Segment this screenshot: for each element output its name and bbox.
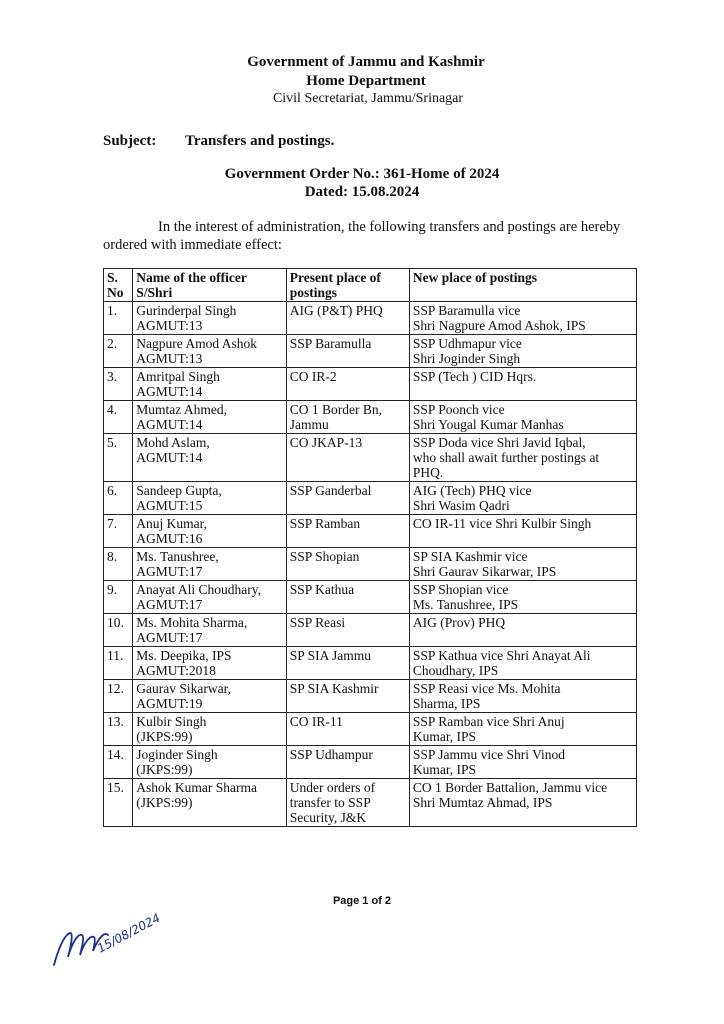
cell-new-posting-line: Shri Mumtaz Ahmad, IPS: [412, 795, 553, 810]
cell-officer-line: AGMUT:15: [136, 498, 203, 513]
cell-present-posting-line: SSP Kathua: [289, 582, 355, 597]
cell-sno-line: 8.: [107, 549, 118, 564]
cell-new-posting: [409, 335, 636, 368]
table-row: [104, 515, 637, 548]
cell-sno-line: 13.: [107, 714, 124, 729]
cell-officer-line: AGMUT:14: [136, 384, 203, 399]
cell-sno: [104, 482, 133, 515]
cell-present-posting: [286, 614, 409, 647]
cell-sno: [104, 335, 133, 368]
cell-present-posting: [286, 401, 409, 434]
table-row: [104, 713, 637, 746]
cell-present-posting: [286, 581, 409, 614]
cell-officer-line: Anuj Kumar,: [136, 516, 207, 531]
header-present-line2: postings: [289, 285, 337, 300]
cell-officer-line: Gaurav Sikarwar,: [136, 681, 231, 696]
header-sno: [104, 269, 133, 302]
cell-officer-line: AGMUT:13: [136, 318, 203, 333]
table-row: [104, 482, 637, 515]
cell-officer-line: AGMUT:2018: [136, 663, 216, 678]
cell-officer-line: Anayat Ali Choudhary,: [136, 582, 261, 597]
cell-sno-line: 12.: [107, 681, 124, 696]
cell-officer-line: Ms. Mohita Sharma,: [136, 615, 248, 630]
cell-present-posting-line: SSP Ramban: [289, 516, 361, 531]
header-sno-line2: No: [107, 285, 124, 300]
cell-sno-line: 7.: [107, 516, 118, 531]
cell-new-posting: [409, 401, 636, 434]
cell-new-posting-line: Shri Yougal Kumar Manhas: [412, 417, 564, 432]
cell-new-posting: [409, 581, 636, 614]
cell-present-posting-line: SSP Udhampur: [289, 747, 373, 762]
cell-officer: [133, 368, 286, 401]
cell-officer-line: AGMUT:16: [136, 531, 203, 546]
cell-officer-line: (JKPS:99): [136, 729, 193, 744]
cell-new-posting: [409, 680, 636, 713]
cell-new-posting-line: Shri Joginder Singh: [412, 351, 521, 366]
cell-new-posting-line: Ms. Tanushree, IPS: [412, 597, 519, 612]
cell-present-posting: [286, 779, 409, 827]
table-row: [104, 548, 637, 581]
cell-officer: [133, 614, 286, 647]
cell-new-posting-line: Kumar, IPS: [412, 762, 477, 777]
table-row: [104, 368, 637, 401]
cell-officer-line: AGMUT:17: [136, 564, 203, 579]
cell-present-posting: [286, 680, 409, 713]
cell-new-posting-line: Shri Gaurav Sikarwar, IPS: [412, 564, 557, 579]
cell-new-posting-line: CO IR-11 vice Shri Kulbir Singh: [412, 516, 592, 531]
header-officer: [133, 269, 286, 302]
cell-sno-line: 15.: [107, 780, 124, 795]
cell-present-posting-line: CO JKAP-13: [289, 435, 363, 450]
cell-new-posting-line: Shri Wasim Qadri: [412, 498, 510, 513]
cell-officer-line: Amritpal Singh: [136, 369, 220, 384]
cell-present-posting-line: SP SIA Kashmir: [289, 681, 379, 696]
cell-present-posting-line: SSP Reasi: [289, 615, 346, 630]
cell-officer: [133, 482, 286, 515]
cell-sno: [104, 779, 133, 827]
cell-officer-line: AGMUT:13: [136, 351, 203, 366]
cell-new-posting-line: AIG (Tech) PHQ vice: [412, 483, 532, 498]
cell-sno: [104, 515, 133, 548]
table-row: [104, 434, 637, 482]
cell-present-posting-line: SP SIA Jammu: [289, 648, 371, 663]
cell-present-posting: [286, 482, 409, 515]
cell-officer: [133, 401, 286, 434]
table-row: [104, 302, 637, 335]
cell-new-posting-line: SSP (Tech ) CID Hqrs.: [412, 369, 537, 384]
cell-new-posting-line: SP SIA Kashmir vice: [412, 549, 528, 564]
cell-new-posting-line: SSP Baramulla vice: [412, 303, 521, 318]
cell-present-posting-line: SSP Ganderbal: [289, 483, 372, 498]
cell-officer-line: Joginder Singh: [136, 747, 218, 762]
cell-officer-line: AGMUT:19: [136, 696, 203, 711]
cell-officer-line: AGMUT:17: [136, 630, 203, 645]
cell-officer-line: Mohd Aslam,: [136, 435, 210, 450]
cell-officer-line: (JKPS:99): [136, 795, 193, 810]
header-present-posting: [286, 269, 409, 302]
cell-officer: [133, 647, 286, 680]
cell-officer-line: Ashok Kumar Sharma: [136, 780, 257, 795]
cell-officer: [133, 335, 286, 368]
cell-officer-line: Gurinderpal Singh: [136, 303, 237, 318]
cell-present-posting: [286, 746, 409, 779]
table-row: [104, 746, 637, 779]
cell-new-posting-line: Shri Nagpure Amod Ashok, IPS: [412, 318, 586, 333]
signature-date: 15/08/2024: [94, 910, 163, 956]
cell-sno: [104, 434, 133, 482]
cell-officer-line: Ms. Tanushree,: [136, 549, 219, 564]
table-header-row: [104, 269, 637, 302]
cell-sno: [104, 548, 133, 581]
cell-present-posting-line: Jammu: [289, 417, 329, 432]
header-new-posting: [409, 269, 636, 302]
page-number: Page 1 of 2: [332, 895, 392, 907]
cell-present-posting: [286, 368, 409, 401]
cell-officer-line: Sandeep Gupta,: [136, 483, 222, 498]
header-government: Government of Jammu and Kashmir: [247, 54, 485, 70]
cell-sno-line: 9.: [107, 582, 118, 597]
header-officer-line2: S/Shri: [136, 285, 173, 300]
cell-new-posting: [409, 368, 636, 401]
table-row: [104, 680, 637, 713]
cell-sno: [104, 746, 133, 779]
cell-sno: [104, 581, 133, 614]
subject-line: [103, 133, 335, 150]
cell-new-posting-line: SSP Kathua vice Shri Anayat Ali: [412, 648, 591, 663]
cell-new-posting-line: SSP Udhmapur vice: [412, 336, 522, 351]
cell-new-posting-line: who shall await further postings at: [412, 450, 600, 465]
cell-new-posting: [409, 548, 636, 581]
subject-label: Subject:: [103, 133, 157, 149]
cell-sno: [104, 614, 133, 647]
cell-officer-line: (JKPS:99): [136, 762, 193, 777]
cell-new-posting-line: SSP Reasi vice Ms. Mohita: [412, 681, 561, 696]
cell-present-posting: [286, 713, 409, 746]
cell-new-posting-line: SSP Ramban vice Shri Anuj: [412, 714, 565, 729]
cell-new-posting: [409, 434, 636, 482]
cell-new-posting: [409, 647, 636, 680]
cell-present-posting: [286, 434, 409, 482]
cell-officer: [133, 434, 286, 482]
cell-present-posting-line: CO IR-11: [289, 714, 343, 729]
cell-sno-line: 2.: [107, 336, 118, 351]
cell-officer-line: Kulbir Singh: [136, 714, 207, 729]
cell-present-posting-line: SSP Baramulla: [289, 336, 372, 351]
signature-mark: [48, 895, 178, 975]
cell-new-posting-line: Kumar, IPS: [412, 729, 477, 744]
cell-new-posting-line: SSP Shopian vice: [412, 582, 509, 597]
header-present-line1: Present place of: [289, 270, 381, 285]
table-row: [104, 779, 637, 827]
cell-present-posting: [286, 302, 409, 335]
cell-present-posting-line: Security, J&K: [289, 810, 367, 825]
cell-new-posting-line: SSP Doda vice Shri Javid Iqbal,: [412, 435, 586, 450]
table-body: [104, 302, 637, 827]
cell-officer-line: AGMUT:17: [136, 597, 203, 612]
cell-present-posting-line: Under orders of: [289, 780, 376, 795]
cell-sno-line: 1.: [107, 303, 118, 318]
cell-present-posting-line: SSP Shopian: [289, 549, 360, 564]
cell-officer-line: Ms. Deepika, IPS: [136, 648, 232, 663]
cell-sno-line: 11.: [107, 648, 124, 663]
cell-sno-line: 14.: [107, 747, 124, 762]
cell-officer: [133, 713, 286, 746]
cell-present-posting-line: CO 1 Border Bn,: [289, 402, 382, 417]
table-row: [104, 401, 637, 434]
cell-new-posting-line: AIG (Prov) PHQ: [412, 615, 506, 630]
cell-new-posting: [409, 614, 636, 647]
cell-officer-line: Nagpure Amod Ashok: [136, 336, 258, 351]
header-new-line1: New place of postings: [412, 270, 537, 285]
cell-sno: [104, 647, 133, 680]
transfers-table: [103, 268, 637, 827]
cell-sno-line: 10.: [107, 615, 124, 630]
cell-officer: [133, 779, 286, 827]
cell-officer-line: Mumtaz Ahmed,: [136, 402, 228, 417]
cell-officer: [133, 581, 286, 614]
cell-present-posting: [286, 647, 409, 680]
cell-officer-line: AGMUT:14: [136, 417, 203, 432]
cell-officer: [133, 515, 286, 548]
cell-present-posting: [286, 515, 409, 548]
subject-value: Transfers and postings.: [185, 133, 335, 149]
header-department: Home Department: [306, 73, 426, 89]
cell-new-posting: [409, 515, 636, 548]
cell-present-posting-line: AIG (P&T) PHQ: [289, 303, 383, 318]
cell-new-posting: [409, 302, 636, 335]
cell-new-posting-line: Choudhary, IPS: [412, 663, 499, 678]
cell-new-posting-line: CO 1 Border Battalion, Jammu vice: [412, 780, 608, 795]
table-row: [104, 614, 637, 647]
cell-new-posting-line: PHQ.: [412, 465, 444, 480]
cell-sno-line: 4.: [107, 402, 118, 417]
cell-sno: [104, 713, 133, 746]
cell-new-posting-line: Sharma, IPS: [412, 696, 481, 711]
table-row: [104, 335, 637, 368]
cell-new-posting-line: SSP Poonch vice: [412, 402, 505, 417]
header-officer-line1: Name of the officer: [136, 270, 247, 285]
header-address: Civil Secretariat, Jammu/Srinagar: [272, 91, 464, 106]
order-date: Dated: 15.08.2024: [304, 184, 420, 200]
cell-officer: [133, 746, 286, 779]
cell-sno: [104, 368, 133, 401]
cell-sno-line: 3.: [107, 369, 118, 384]
cell-present-posting-line: transfer to SSP: [289, 795, 371, 810]
cell-new-posting: [409, 779, 636, 827]
cell-present-posting: [286, 548, 409, 581]
cell-sno: [104, 401, 133, 434]
cell-sno-line: 6.: [107, 483, 118, 498]
cell-sno-line: 5.: [107, 435, 118, 450]
cell-officer: [133, 548, 286, 581]
cell-officer: [133, 302, 286, 335]
intro-paragraph: In the interest of administration, the following transfers and postings are hereby ordered with immediate effect:: [103, 219, 621, 253]
order-number: Government Order No.: 361-Home of 2024: [224, 166, 500, 182]
cell-present-posting: [286, 335, 409, 368]
cell-present-posting-line: CO IR-2: [289, 369, 337, 384]
cell-new-posting: [409, 482, 636, 515]
cell-sno: [104, 302, 133, 335]
cell-new-posting-line: SSP Jammu vice Shri Vinod: [412, 747, 566, 762]
table-row: [104, 581, 637, 614]
cell-new-posting: [409, 746, 636, 779]
table-row: [104, 647, 637, 680]
cell-officer-line: AGMUT:14: [136, 450, 203, 465]
header-sno-line1: S.: [107, 270, 118, 285]
cell-officer: [133, 680, 286, 713]
cell-sno: [104, 680, 133, 713]
cell-new-posting: [409, 713, 636, 746]
